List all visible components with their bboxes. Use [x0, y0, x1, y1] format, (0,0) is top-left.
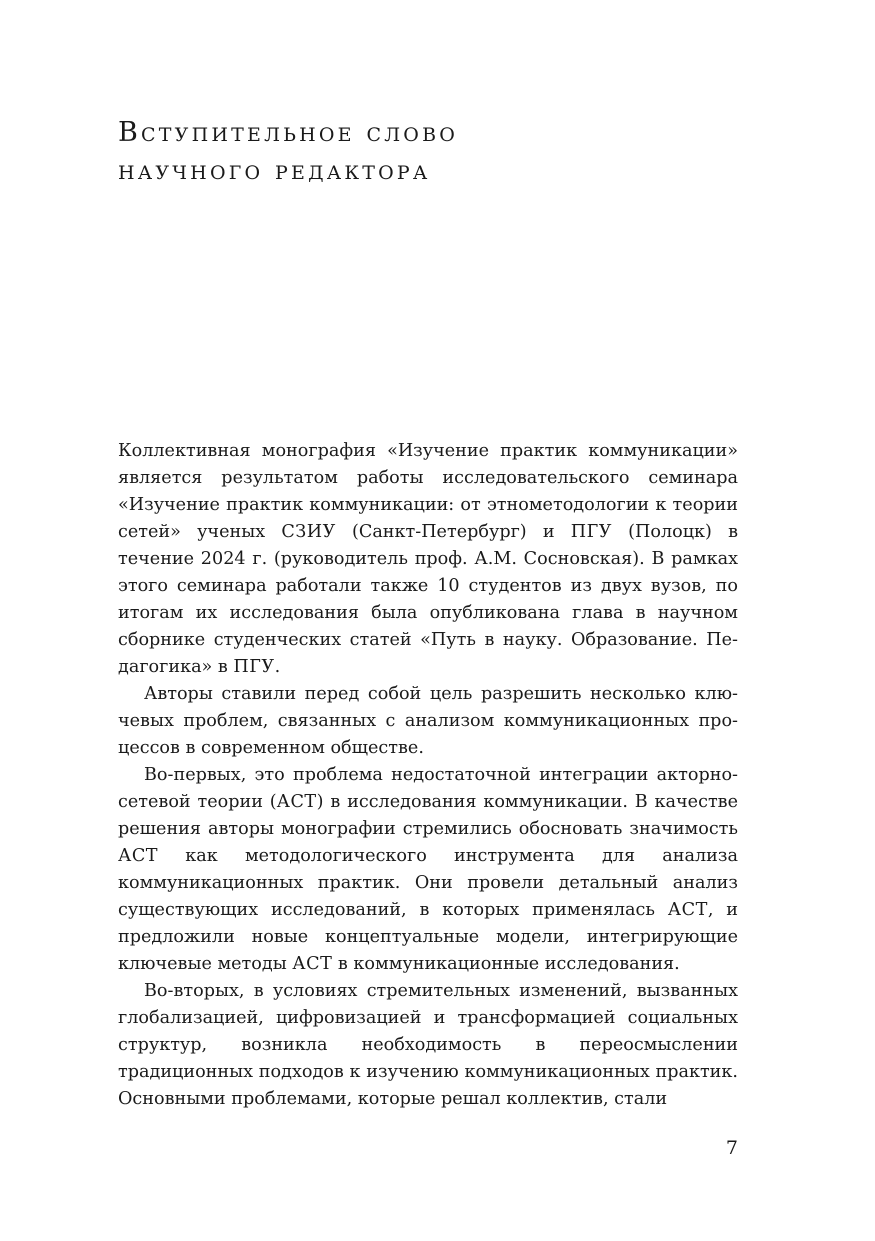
abbr-ant: АСТ [118, 846, 159, 866]
body-text [118, 438, 738, 1113]
abbr-pgu: ПГУ [570, 522, 612, 542]
paragraph-3: Во-первых, это проблема недостаточной интеграции акторно-сетевой теории (АСТ) в исследования коммуникации. В качестве решения авторы монографии стремились обосновать значимость АСТ как методологического инструмента для анализа коммуникационных практик. Они провели детальный анализ существующих исследований, в которых применялась АСТ, и предложили новые концептуальные модели, интегрирующие ключевые методы АСТ в коммуникационные исследования. [118, 765, 738, 974]
chapter-title-line-1: Вступительное слово [118, 117, 459, 148]
abbr-ant: АСТ [292, 954, 333, 974]
abbr-ant: АСТ [667, 900, 708, 920]
paragraph-1: Коллективная монография «Изучение практик коммуникации» является результатом работы исследовательского семинара «Изучение практик коммуникации: от этнометодологии к теории сетей» ученых СЗИУ (Санкт-Петербург) и ПГУ (Полоцк) в течение 2024 г. (руководитель проф. А.М. Сосновская). В рамках этого семинара работали также 10 студентов из двух вузов, по итогам их исследования была опубликована глава в научном сборнике студенческих статей «Путь в науку. Образование. Педагогика» в ПГУ. [118, 441, 738, 677]
paragraph-2: Авторы ставили перед собой цель разрешить несколько ключевых проблем, связанных с анализом коммуникационных процессов в современном обществе. [118, 684, 738, 758]
abbr-pgu: ПГУ [233, 657, 275, 677]
abbr-sziu: СЗИУ [281, 522, 336, 542]
chapter-title [118, 114, 758, 190]
paragraph-4: Во-вторых, в условиях стремительных изменений, вызванных глобализацией, цифровизацией и трансформацией социальных структур, возникла необходимость в переосмыслении традиционных подходов к изучению коммуникационных практик. Основными проблемами, которые решал коллектив, стали [118, 981, 738, 1109]
chapter-title-line-2: научного редактора [118, 155, 431, 186]
abbr-ant: АСТ [276, 792, 317, 812]
page-number: 7 [725, 1137, 738, 1159]
